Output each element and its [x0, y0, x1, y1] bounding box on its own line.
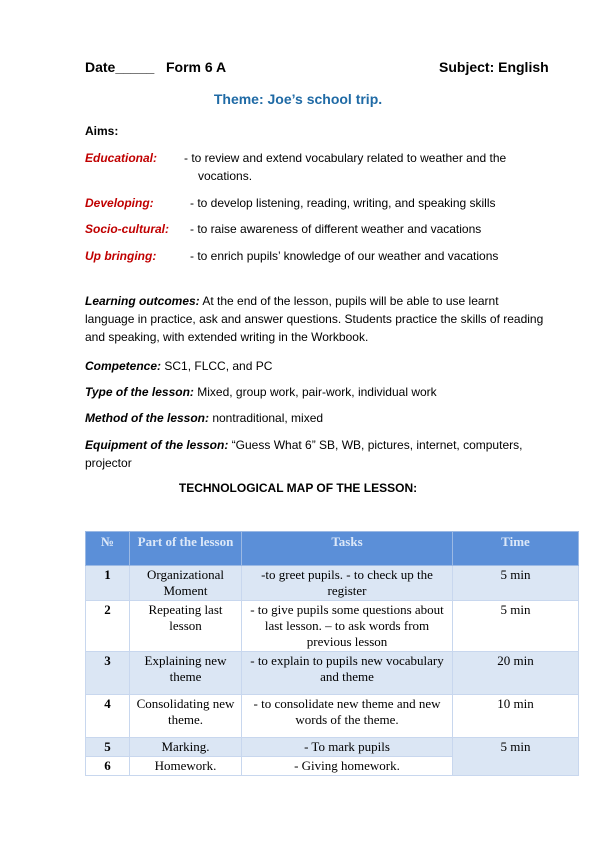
aim-label-sociocultural: Socio-cultural: [85, 222, 170, 236]
row-part: Repeating last lesson [130, 601, 242, 652]
aim-text-educational-cont: vocations. [198, 169, 253, 183]
lesson-method-text: nontraditional, mixed [209, 411, 324, 425]
lesson-method [85, 409, 545, 427]
competence-text: SC1, FLCC, and PC [161, 359, 273, 373]
aim-text-educational: - to review and extend vocabulary related to weather and the [184, 151, 507, 165]
row-number: 5 [86, 738, 130, 757]
subject-label: Subject: English [439, 59, 549, 75]
competence [85, 357, 545, 375]
row-time: 5 min [453, 566, 579, 601]
row-part: Marking. [130, 738, 242, 757]
row-tasks: -to greet pupils. - to check up the register [242, 566, 453, 601]
lesson-type [85, 383, 545, 401]
learning-outcomes-label: Learning outcomes: [85, 294, 200, 308]
row-part: Organizational Moment [130, 566, 242, 601]
aim-label-upbringing: Up bringing: [85, 249, 157, 263]
aim-text-upbringing: - to enrich pupils’ knowledge of our weather and vacations [190, 249, 499, 263]
competence-label: Competence: [85, 359, 162, 373]
row-number: 6 [86, 757, 130, 776]
aim-label-developing: Developing: [85, 196, 154, 210]
row-tasks: - to explain to pupils new vocabulary and theme [242, 652, 453, 695]
lesson-equipment-label: Equipment of the lesson: [85, 438, 229, 452]
learning-outcomes [85, 292, 545, 346]
row-number: 2 [86, 601, 130, 652]
row-number: 4 [86, 695, 130, 738]
lesson-plan-table [85, 531, 579, 776]
row-number: 1 [86, 566, 130, 601]
row-number: 3 [86, 652, 130, 695]
header-tasks: Tasks [242, 532, 453, 566]
table-row [86, 601, 579, 652]
aim-text-sociocultural: - to raise awareness of different weather and vacations [190, 222, 482, 236]
row-part: Explaining new theme [130, 652, 242, 695]
lesson-method-label: Method of the lesson: [85, 411, 209, 425]
aim-label-educational: Educational: [85, 151, 158, 165]
row-time: 20 min [453, 652, 579, 695]
technological-map-title: TECHNOLOGICAL MAP OF THE LESSON: [178, 481, 418, 495]
row-tasks: - to give pupils some questions about last lesson. – to ask words from previous lesson [242, 601, 453, 652]
lesson-equipment-text: “Guess What 6” SB, WB, pictures, internet, computers, projector [85, 438, 523, 470]
aims-heading: Aims: [85, 124, 119, 138]
header-time: Time [453, 532, 579, 566]
header-number: № [86, 532, 130, 566]
row-tasks: - to consolidate new theme and new words of the theme. [242, 695, 453, 738]
lesson-equipment [85, 436, 545, 472]
table-row [86, 738, 579, 757]
row-part: Consolidating new theme. [130, 695, 242, 738]
date-field: Date_____ [85, 59, 155, 75]
table-row [86, 652, 579, 695]
row-time: 10 min [453, 695, 579, 738]
lesson-theme: Theme: Joe’s school trip. [213, 91, 383, 107]
row-time: 5 min [453, 738, 579, 776]
learning-outcomes-text: At the end of the lesson, pupils will be able to use learnt language in practice, ask and answer questions. Students practice the skills of reading and speaking, with extended writing in the Workbook. [85, 294, 544, 344]
table-row [86, 695, 579, 738]
row-tasks: - Giving homework. [242, 757, 453, 776]
table-header-row [86, 532, 579, 566]
table-row [86, 566, 579, 601]
row-part: Homework. [130, 757, 242, 776]
row-time: 5 min [453, 601, 579, 652]
lesson-type-label: Type of the lesson: [85, 385, 194, 399]
header-part: Part of the lesson [130, 532, 242, 566]
form-label: Form 6 A [166, 59, 227, 75]
lesson-type-text: Mixed, group work, pair-work, individual work [193, 385, 437, 399]
row-tasks: - To mark pupils [242, 738, 453, 757]
aim-text-developing: - to develop listening, reading, writing, and speaking skills [190, 196, 496, 210]
